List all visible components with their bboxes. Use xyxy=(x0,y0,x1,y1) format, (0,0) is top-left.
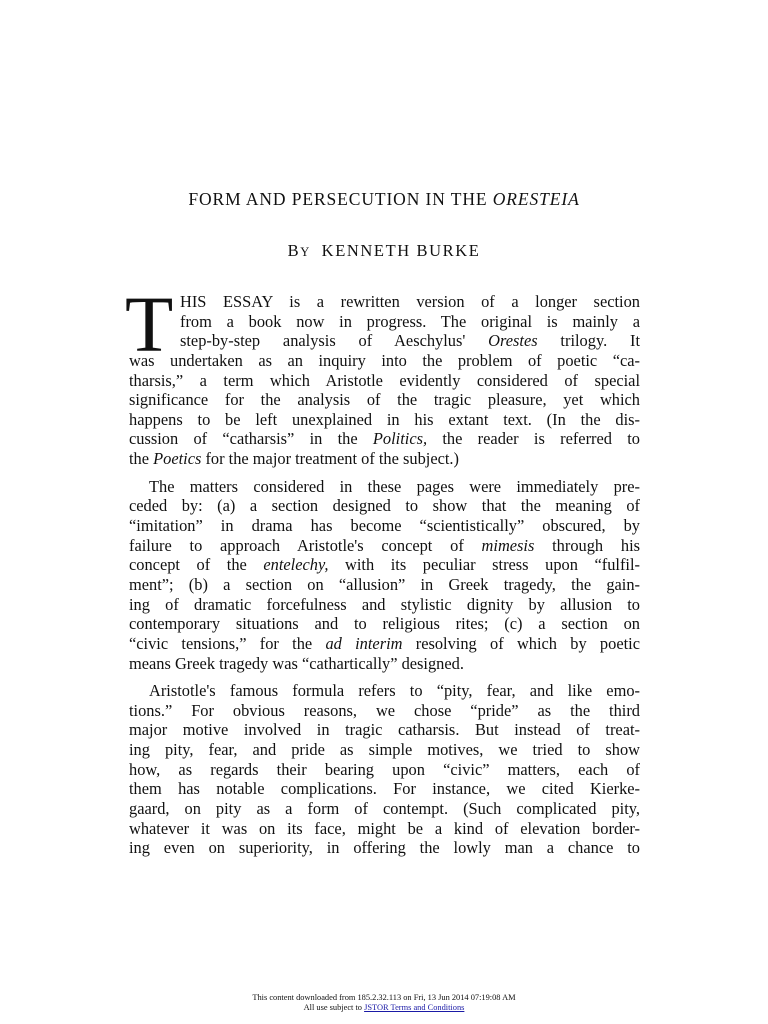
terms-prefix: All use subject to xyxy=(303,1002,365,1012)
text-segment: the xyxy=(129,449,154,469)
text-line: ing even on superiority, in offering the lowly man a chance to xyxy=(129,838,640,858)
text-line: was undertaken as an inquiry into the problem of poetic “ca- xyxy=(129,350,640,370)
text-line: contemporary situations and to religious rites; (c) a section on xyxy=(129,614,640,634)
text-line xyxy=(129,429,640,449)
text-line: ment”; (b) a section on “allusion” in Greek tragedy, the gain- xyxy=(129,574,640,594)
text-line: gaard, on pity as a form of contempt. (Such complicated pity, xyxy=(129,799,640,819)
download-notice: This content downloaded from 185.2.32.113 on Fri, 13 Jun 2014 07:19:08 AM xyxy=(252,993,516,1002)
text-segment: cussion of “catharsis” in the xyxy=(129,429,373,449)
drop-cap: T xyxy=(125,282,174,369)
italic-text: Politics, xyxy=(372,429,428,449)
text-segment: the reader is referred to xyxy=(427,429,640,449)
text-segment: through his xyxy=(534,535,641,555)
text-line xyxy=(129,331,640,351)
italic-text: ad interim xyxy=(325,633,403,653)
text-line: tharsis,” a term which Aristotle evidently considered of special xyxy=(129,370,640,390)
italic-text: Poetics xyxy=(153,449,202,469)
text-line: ceded by: (a) a section designed to show that the meaning of xyxy=(129,496,640,516)
paragraph-1 xyxy=(129,292,640,469)
text-line xyxy=(129,536,640,556)
text-line: major motive involved in tragic catharsis. But instead of treat- xyxy=(129,720,640,740)
text-line: happens to be left unexplained in his extant text. (In the dis- xyxy=(129,409,640,429)
text-segment: resolving of which by poetic xyxy=(402,633,640,653)
text-line: tions.” For obvious reasons, we chose “pride” as the third xyxy=(129,700,640,720)
text-segment: “civic tensions,” for the xyxy=(129,633,326,653)
terms-notice xyxy=(0,1003,768,1013)
text-line: means Greek tragedy was “cathartically” designed. xyxy=(129,653,464,673)
text-line xyxy=(129,634,640,654)
text-line: ing pity, fear, and pride as simple motives, we tried to show xyxy=(129,740,640,760)
text-line xyxy=(129,449,640,469)
text-segment: step-by-step analysis of Aeschylus' xyxy=(180,331,489,351)
byline-prefix-first: B xyxy=(287,241,301,260)
text-line: “imitation” in drama has become “scientistically” obscured, by xyxy=(129,516,640,536)
italic-text: mimesis xyxy=(481,535,535,555)
text-segment: failure to approach Aristotle's concept of xyxy=(129,535,482,555)
text-segment: trilogy. It xyxy=(537,331,640,351)
byline-prefix-rest: Y xyxy=(300,245,311,259)
byline-author: KENNETH BURKE xyxy=(321,241,481,260)
text-line: Aristotle's famous formula refers to “pity, fear, and like emo- xyxy=(149,681,640,701)
text-segment: concept of the xyxy=(129,555,264,575)
title-main: FORM AND PERSECUTION IN THE xyxy=(188,189,493,209)
text-line: ing of dramatic forcefulness and stylistic dignity by allusion to xyxy=(129,594,640,614)
text-line: The matters considered in these pages were immediately pre- xyxy=(149,476,640,496)
text-line: significance for the analysis of the tragic pleasure, yet which xyxy=(129,390,640,410)
text-line: them has notable complications. For instance, we cited Kierke- xyxy=(129,779,640,799)
text-segment: for the major treatment of the subject.) xyxy=(201,449,459,469)
paragraph-2 xyxy=(129,477,640,673)
text-line: how, as regards their bearing upon “civic” matters, each of xyxy=(129,759,640,779)
article-title xyxy=(0,189,768,210)
title-italic: ORESTEIA xyxy=(492,189,580,209)
paragraph-3 xyxy=(129,681,640,858)
text-segment: with its peculiar stress upon “fulfil- xyxy=(328,555,640,575)
jstor-terms-link[interactable]: JSTOR Terms and Conditions xyxy=(364,1002,465,1012)
author-byline xyxy=(0,241,768,261)
article-body xyxy=(125,282,641,858)
text-line: whatever it was on its face, might be a kind of elevation border- xyxy=(129,818,640,838)
text-line: HIS ESSAY is a rewritten version of a longer section xyxy=(180,292,640,311)
jstor-footer xyxy=(0,993,768,1012)
text-line: from a book now in progress. The original is mainly a xyxy=(180,311,640,331)
text-line xyxy=(129,555,640,575)
italic-text: entelechy, xyxy=(263,555,329,575)
italic-text: Orestes xyxy=(488,331,538,351)
